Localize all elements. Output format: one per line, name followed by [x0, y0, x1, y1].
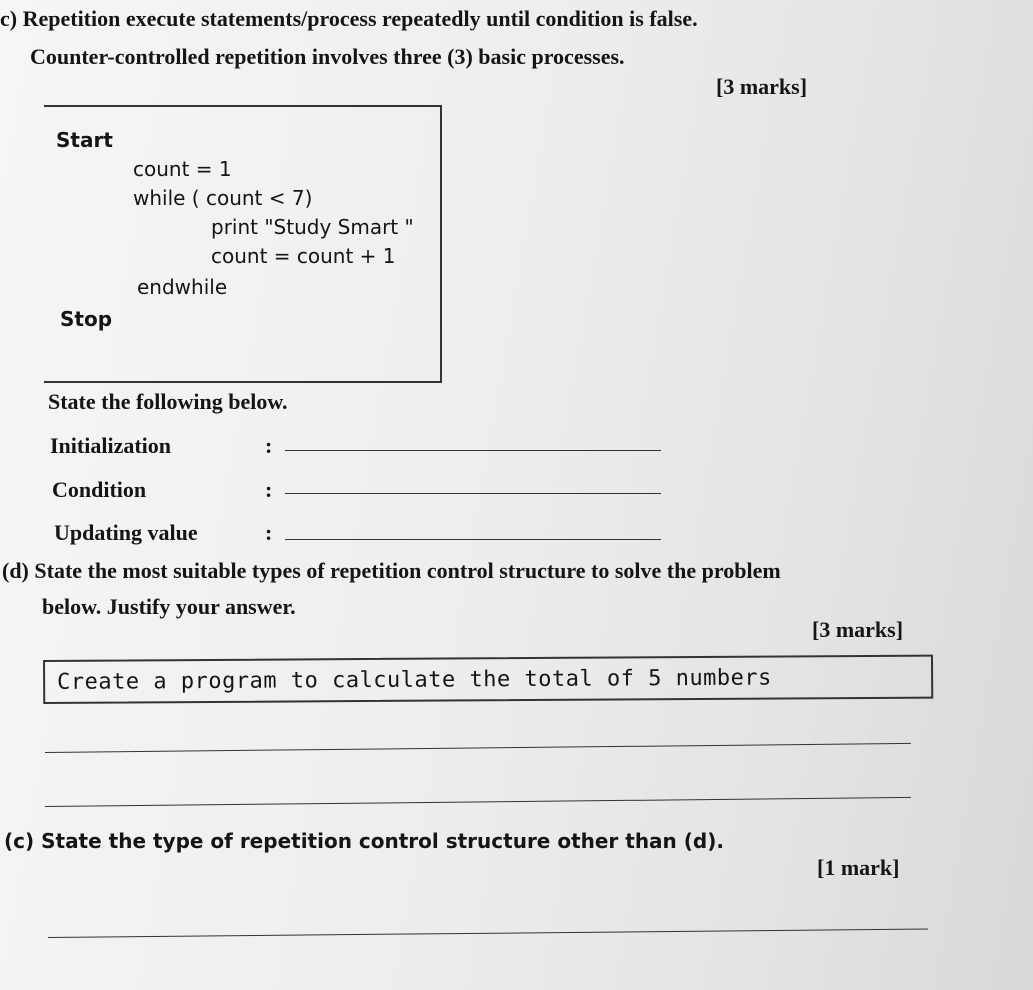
question-d-line1: (d) State the most suitable types of repetition control structure to solve the problem [2, 558, 781, 583]
answer-line-d-2[interactable] [45, 797, 911, 807]
field-colon: : [265, 433, 273, 458]
question-d-marks: [3 marks] [812, 617, 904, 642]
answer-line-e[interactable] [48, 929, 928, 938]
answer-line-updating-value[interactable] [285, 539, 661, 540]
pseudocode-init: count = 1 [133, 157, 232, 181]
answer-line-d-1[interactable] [45, 743, 911, 753]
state-prompt: State the following below. [48, 389, 288, 414]
pseudocode-while: while ( count < 7) [133, 186, 313, 210]
question-c-line1: c) Repetition execute statements/process repeatedly until condition is false. [0, 6, 698, 31]
question-e-marks: [1 mark] [817, 855, 900, 880]
question-e-text: (c) State the type of repetition control structure other than (d). [4, 829, 724, 853]
pseudocode-start: Start [56, 128, 113, 152]
field-label-condition: Condition [52, 477, 147, 502]
question-d-line2: below. Justify your answer. [42, 594, 296, 619]
task-box [43, 655, 933, 704]
pseudocode-print: print "Study Smart " [211, 215, 414, 239]
field-colon: : [265, 477, 273, 502]
answer-line-initialization[interactable] [285, 450, 661, 451]
field-label-updating-value: Updating value [54, 520, 198, 545]
question-c-marks: [3 marks] [716, 74, 808, 99]
question-c-line2: Counter-controlled repetition involves three (3) basic processes. [30, 44, 625, 69]
field-colon: : [265, 520, 273, 545]
pseudocode-stop: Stop [60, 307, 113, 331]
task-text: Create a program to calculate the total of 5 numbers [57, 665, 772, 695]
field-label-initialization: Initialization [50, 433, 172, 458]
answer-line-condition[interactable] [285, 493, 661, 494]
pseudocode-endwhile: endwhile [137, 275, 228, 299]
pseudocode-update: count = count + 1 [211, 244, 396, 268]
